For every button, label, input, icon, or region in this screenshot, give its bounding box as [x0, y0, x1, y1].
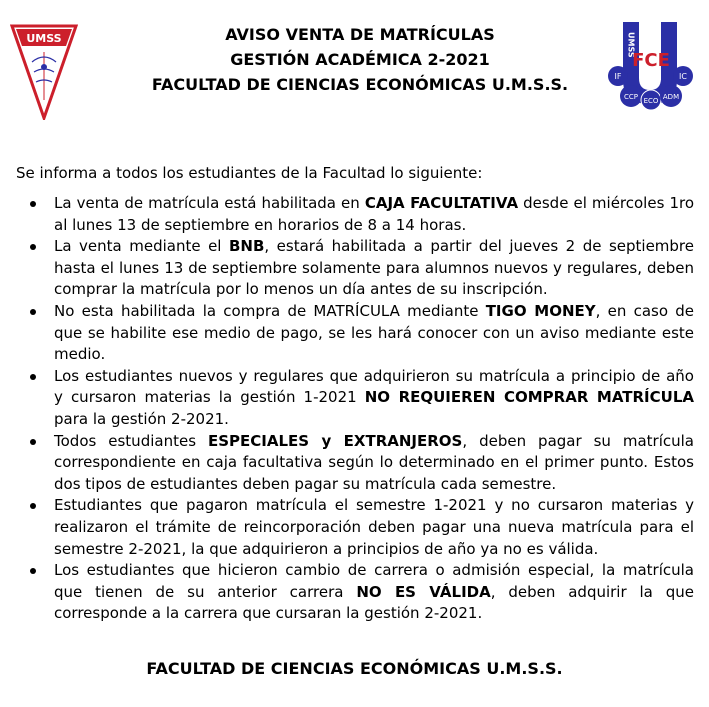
- footer-signature: FACULTAD DE CIENCIAS ECONÓMICAS U.M.S.S.: [146, 659, 563, 678]
- svg-text:IF: IF: [614, 72, 622, 81]
- bullet-icon: [30, 244, 36, 250]
- bullet-icon: [30, 201, 36, 207]
- bullet-icon: [30, 503, 36, 509]
- list-item: No esta habilitada la compra de MATRÍCULA mediante TIGO MONEY, en caso de que se habilite ese medio de pago, se les hará conocer con un aviso mediante este medio.: [30, 301, 694, 366]
- svg-text:UMSS: UMSS: [626, 32, 636, 58]
- list-item: Los estudiantes nuevos y regulares que adquirieron su matrícula a principio de año y cursaron materias la gestión 1-2021 NO REQUIEREN COMPRAR MATRÍCULA para la gestión 2-2021.: [30, 366, 694, 431]
- notice-list: [30, 193, 694, 625]
- svg-text:ECO: ECO: [643, 97, 659, 105]
- fce-logo: [605, 18, 695, 110]
- header-line-gestion: GESTIÓN ACADÉMICA 2-2021: [230, 50, 490, 69]
- bullet-icon: [30, 568, 36, 574]
- list-item: Todos estudiantes ESPECIALES y EXTRANJEROS, deben pagar su matrícula correspondiente en caja facultativa según lo determinado en el primer punto. Estos dos tipos de estudiantes deben pagar su matrícula cada semestre.: [30, 431, 694, 496]
- header-title: [110, 22, 610, 97]
- header-line-notice: AVISO VENTA DE MATRÍCULAS: [225, 25, 495, 44]
- svg-text:ADM: ADM: [662, 93, 680, 101]
- bullet-icon: [30, 374, 36, 380]
- list-item: La venta mediante el BNB, estará habilitada a partir del jueves 2 de septiembre hasta el lunes 13 de septiembre solamente para alumnos nuevos y regulares, deben comprar la matrícula por lo menos un día antes de su inscripción.: [30, 236, 694, 301]
- svg-text:FCE: FCE: [632, 50, 670, 71]
- svg-text:UMSS: UMSS: [26, 32, 62, 45]
- umss-logo: [10, 22, 78, 120]
- intro-text: Se informa a todos los estudiantes de la Facultad lo siguiente:: [16, 164, 483, 182]
- svg-text:IC: IC: [679, 72, 687, 81]
- list-item: Estudiantes que pagaron matrícula el semestre 1-2021 y no cursaron materias y realizaron el trámite de reincorporación deben pagar una nueva matrícula para el semestre 2-2021, la que adquirieron a principios de año ya no es válida.: [30, 495, 694, 560]
- svg-text:CCP: CCP: [624, 93, 638, 101]
- header-line-faculty: FACULTAD DE CIENCIAS ECONÓMICAS U.M.S.S.: [151, 75, 569, 94]
- list-item: La venta de matrícula está habilitada en CAJA FACULTATIVA desde el miércoles 1ro al lunes 13 de septiembre en horarios de 8 a 14 horas.: [30, 193, 694, 236]
- list-item: Los estudiantes que hicieron cambio de carrera o admisión especial, la matrícula que tienen de su anterior carrera NO ES VÁLIDA, deben adquirir la que corresponde a la carrera que cursaran la gestión 2-2021.: [30, 560, 694, 625]
- bullet-icon: [30, 439, 36, 445]
- bullet-icon: [30, 309, 36, 315]
